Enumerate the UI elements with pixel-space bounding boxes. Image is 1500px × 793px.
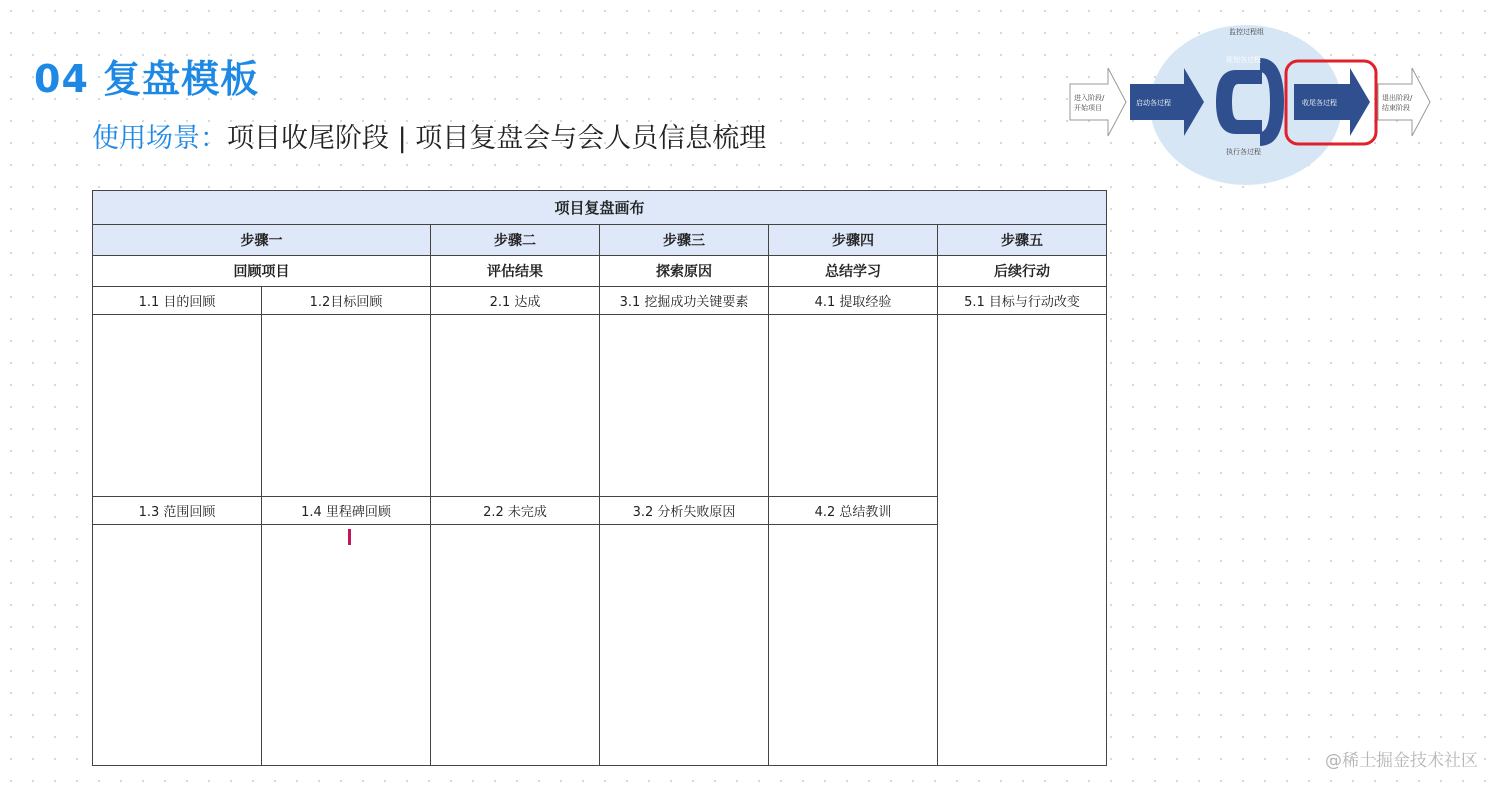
initiating-label: 启动各过程 (1136, 99, 1171, 107)
step-2-header: 步骤二 (431, 225, 600, 256)
enter-phase-arrow (1070, 68, 1126, 136)
area-3-2[interactable] (600, 525, 769, 765)
closing-label: 收尾各过程 (1302, 99, 1337, 107)
watermark: @稀土掘金技术社区 (1325, 751, 1478, 771)
area-1-3[interactable] (93, 525, 262, 765)
area-1-1[interactable] (93, 315, 262, 497)
area-2-2[interactable] (431, 525, 600, 765)
item-3-1: 3.1 挖掘成功关键要素 (600, 287, 769, 315)
item-5-1: 5.1 目标与行动改变 (938, 287, 1106, 315)
text-cursor (348, 529, 351, 545)
area-3-1[interactable] (600, 315, 769, 497)
item-4-2: 4.2 总结教训 (769, 497, 938, 525)
area-4-2[interactable] (769, 525, 938, 765)
item-1-1: 1.1 目的回顾 (93, 287, 262, 315)
phase-explore-causes: 探索原因 (600, 256, 769, 287)
step-1-header: 步骤一 (93, 225, 431, 256)
executing-label: 执行各过程 (1226, 148, 1261, 156)
item-2-2: 2.2 未完成 (431, 497, 600, 525)
step-3-header: 步骤三 (600, 225, 769, 256)
subtitle-text: 项目收尾阶段 | 项目复盘会与会人员信息梳理 (227, 123, 767, 154)
page-title: 04 复盘模板 (34, 57, 260, 101)
monitoring-label: 监控过程组 (1229, 28, 1264, 36)
step-4-header: 步骤四 (769, 225, 938, 256)
exit-phase-label: 退出阶段/ (1382, 94, 1413, 102)
review-canvas-table (92, 190, 1107, 766)
enter-phase-label: 进入阶段/ (1074, 94, 1105, 102)
item-4-1: 4.1 提取经验 (769, 287, 938, 315)
exit-phase-arrow (1378, 68, 1430, 136)
item-1-4: 1.4 里程碑回顾 (262, 497, 431, 525)
enter-phase-label-2: 开始项目 (1074, 104, 1102, 112)
area-1-4[interactable] (262, 525, 431, 765)
area-5-1[interactable] (938, 315, 1106, 765)
exit-phase-label-2: 结束阶段 (1382, 104, 1410, 112)
phase-evaluate-results: 评估结果 (431, 256, 600, 287)
subtitle-separator: ： (200, 123, 227, 154)
item-1-2: 1.2目标回顾 (262, 287, 431, 315)
phase-follow-up-actions: 后续行动 (938, 256, 1106, 287)
phase-review-project: 回顾项目 (93, 256, 431, 287)
canvas-title: 项目复盘画布 (93, 191, 1106, 225)
subtitle-label: 使用场景 (92, 123, 200, 154)
page-subtitle (92, 116, 766, 155)
phase-summarize-learning: 总结学习 (769, 256, 938, 287)
planning-label: 规划各过程 (1226, 56, 1261, 64)
area-2-1[interactable] (431, 315, 600, 497)
process-group-diagram (1066, 20, 1436, 190)
process-diagram-svg (1066, 20, 1436, 190)
area-4-1[interactable] (769, 315, 938, 497)
step-5-header: 步骤五 (938, 225, 1106, 256)
item-1-3: 1.3 范围回顾 (93, 497, 262, 525)
area-1-2[interactable] (262, 315, 431, 497)
item-2-1: 2.1 达成 (431, 287, 600, 315)
item-3-2: 3.2 分析失败原因 (600, 497, 769, 525)
